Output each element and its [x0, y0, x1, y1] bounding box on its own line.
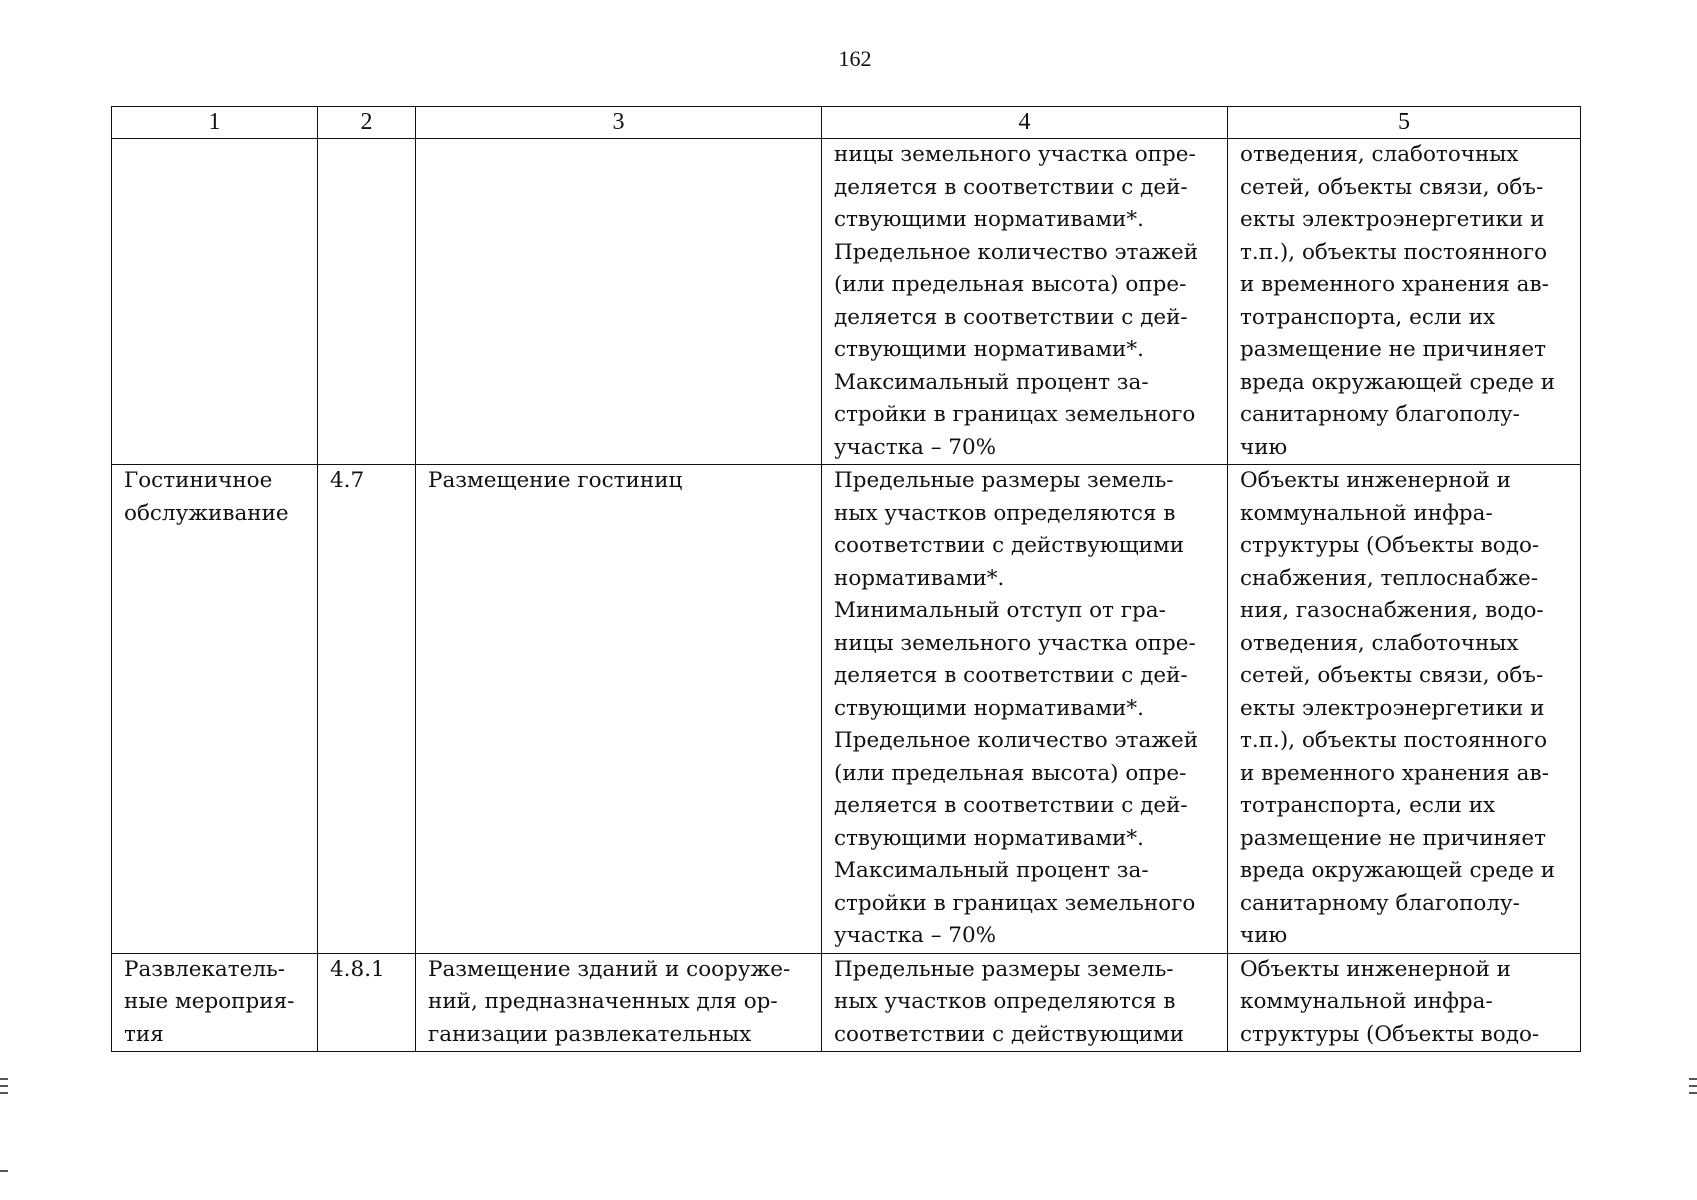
table-row	[112, 465, 1581, 954]
table-cell	[112, 465, 318, 954]
table-cell	[822, 953, 1228, 1052]
table-cell	[416, 465, 822, 954]
scan-margin-mark	[0, 1085, 8, 1087]
table-row	[112, 953, 1581, 1052]
table-cell	[112, 953, 318, 1052]
table-cell	[416, 139, 822, 465]
table-cell	[318, 465, 416, 954]
table-cell	[1228, 139, 1581, 465]
cell-text: Объекты инженерной и коммунальной инфра- структуры (Объекты водо- снабжения, теплоснабже- ния, газоснабжения, водо- отведения, слаботочных сетей, объекты связи, объ- екты электроэнергетики и т.п.), объекты постоянного и временного хранения ав- тотранспорта, если их размещение не причиняет вреда окружающей среде и санитарному благополу- чию	[1240, 468, 1556, 948]
table-cell	[1228, 953, 1581, 1052]
column-header: 2	[318, 107, 416, 139]
cell-text: Предельные размеры земель- ных участков определяются в соответствии с действующими нормативами*. Минимальный отступ от гра- ницы земельного участка опре- деляется в соответствии с дей- ствующими нормативами*. Предельное количество этажей (или предельная высота) опре- деляется в соответствии с дей- ствующими нормативами*. Максимальный процент за- стройки в границах земельного участка – 70%	[834, 468, 1199, 948]
cell-text: Развлекатель- ные мероприя- тия	[124, 956, 295, 1047]
table-cell	[416, 953, 822, 1052]
scan-margin-mark	[0, 1078, 8, 1080]
scan-margin-mark	[1689, 1092, 1697, 1094]
column-header: 4	[822, 107, 1228, 139]
cell-text: Размещение гостиниц	[428, 468, 683, 493]
cell-text: 4.8.1	[330, 956, 385, 982]
cell-text: отведения, слаботочных сетей, объекты связи, объ- екты электроэнергетики и т.п.), объекты постоянного и временного хранения ав- тотранспорта, если их размещение не причиняет вреда окружающей среде и санитарному благополу- чию	[1240, 142, 1556, 460]
table-cell	[1228, 465, 1581, 954]
table-cell	[822, 465, 1228, 954]
cell-text: Объекты инженерной и коммунальной инфра- структуры (Объекты водо-	[1240, 956, 1540, 1047]
cell-text: Предельные размеры земель- ных участков определяются в соответствии с действующими	[834, 956, 1185, 1047]
scan-margin-mark	[0, 1092, 8, 1094]
cell-text: ницы земельного участка опре- деляется в соответствии с дей- ствующими нормативами*. Предельное количество этажей (или предельная высота) опре- деляется в соответствии с дей- ствующими нормативами*. Максимальный процент за- стройки в границах земельного участка – 70%	[834, 142, 1199, 460]
zoning-table	[111, 106, 1581, 1052]
column-header: 1	[112, 107, 318, 139]
table-cell	[318, 953, 416, 1052]
page-number: 162	[838, 46, 872, 71]
cell-text: 4.7	[330, 468, 365, 493]
cell-text: Гостиничное обслуживание	[124, 468, 289, 526]
scan-margin-mark	[1689, 1078, 1697, 1080]
table-header-row	[112, 107, 1581, 139]
table-cell	[822, 139, 1228, 465]
table-cell	[112, 139, 318, 465]
cell-text: Размещение зданий и сооруже- ний, предназначенных для ор- ганизации развлекательных	[428, 956, 791, 1047]
table-cell	[318, 139, 416, 465]
scan-margin-mark	[0, 1170, 8, 1172]
table-row	[112, 139, 1581, 465]
scan-margin-mark	[1689, 1085, 1697, 1087]
column-header: 3	[416, 107, 822, 139]
column-header: 5	[1228, 107, 1581, 139]
